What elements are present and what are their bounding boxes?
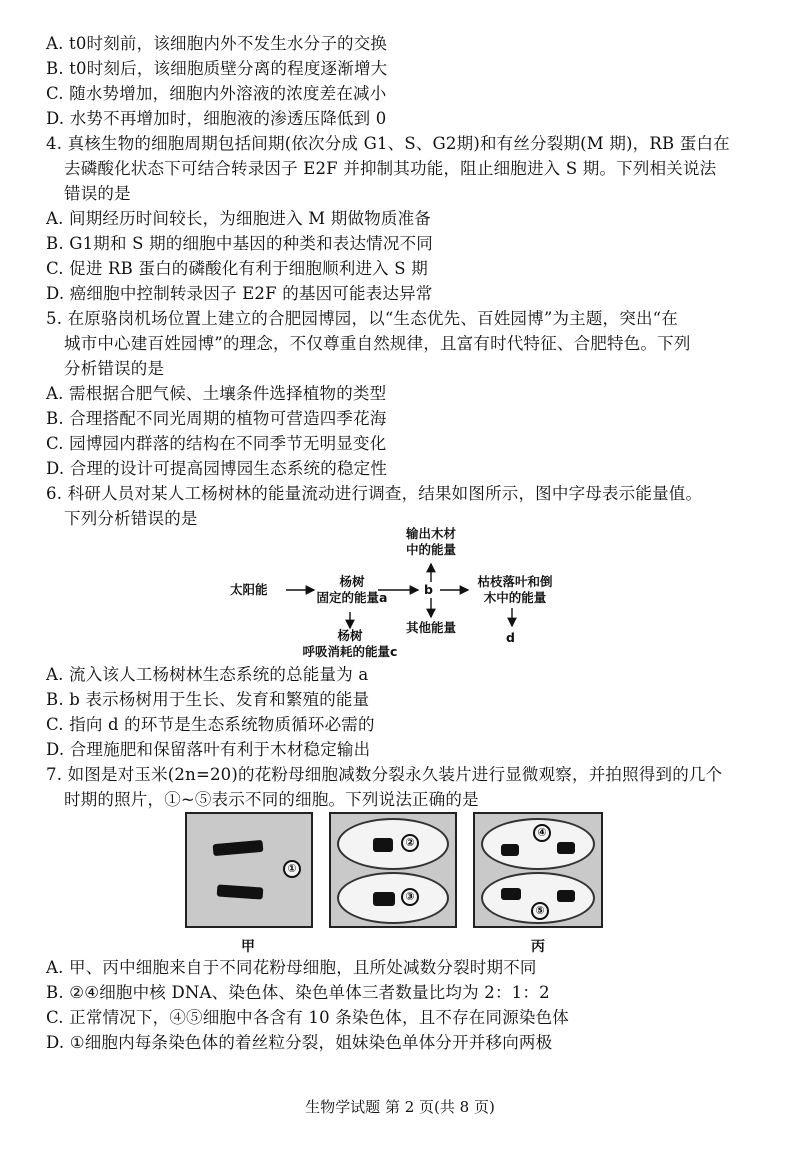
q4-option-c: C. 促进 RB 蛋白的磷酸化有利于细胞顺利进入 S 期	[46, 259, 428, 278]
cell-number-2: ②	[401, 834, 419, 852]
poplar-fixed-energy-label: 杨树 固定的能量a	[316, 574, 388, 605]
q5-option-a: A. 需根据合肥气候、土壤条件选择植物的类型	[46, 384, 387, 403]
q5-option-b: B. 合理搭配不同光周期的植物可营造四季花海	[46, 409, 387, 428]
q6-stem-line-1: 6. 科研人员对某人工杨树林的能量流动进行调查，结果如图所示，图中字母表示能量值。	[46, 484, 703, 503]
q7-stem-line-1: 7. 如图是对玉米(2n=20)的花粉母细胞减数分裂永久装片进行显微观察，并拍照得到的几个	[46, 765, 723, 784]
q6-stem-line-2: 下列分析错误的是	[64, 509, 198, 528]
q3-option-a: A. t0时刻前，该细胞内外不发生水分子的交换	[46, 34, 388, 53]
cell-5	[481, 872, 595, 924]
node-d-label: d	[506, 630, 515, 645]
micrograph-bing	[473, 812, 603, 928]
cell-4	[481, 818, 595, 870]
cell-2	[337, 818, 449, 870]
q5-stem-line-1: 5. 在原骆岗机场位置上建立的合肥园博园，以“生态优先、百姓园博”为主题，突出“在	[46, 309, 678, 328]
cell-number-1: ①	[283, 860, 301, 878]
litter-energy-label: 枯枝落叶和倒 木中的能量	[477, 574, 553, 605]
q4-option-d: D. 癌细胞中控制转录因子 E2F 的基因可能表达异常	[46, 284, 433, 303]
chromosome-group	[373, 892, 395, 906]
q6-option-b: B. b 表示杨树用于生长、发育和繁殖的能量	[46, 690, 370, 709]
q4-stem-line-3: 错误的是	[64, 184, 131, 203]
q7-option-b: B. ②④细胞中核 DNA、染色体、染色单体三者数量比均为 2：1：2	[46, 983, 550, 1002]
cell-number-4: ④	[533, 824, 551, 842]
energy-flow-diagram	[228, 520, 568, 660]
photo-label-jia: 甲	[241, 939, 255, 955]
cell-number-3: ③	[401, 888, 419, 906]
q7-option-c: C. 正常情况下，④⑤细胞中各含有 10 条染色体，且不存在同源染色体	[46, 1008, 570, 1027]
chromosome-group	[373, 838, 393, 852]
cell-3	[337, 872, 449, 924]
chromosome-group	[213, 840, 264, 856]
q3-option-b: B. t0时刻后，该细胞质壁分离的程度逐渐增大	[46, 59, 388, 78]
q6-option-a: A. 流入该人工杨树林生态系统的总能量为 a	[46, 665, 369, 684]
q5-stem-line-2: 城市中心建百姓园博”的理念，不仅尊重自然规律，且富有时代特征、合肥特色。下列	[64, 334, 691, 353]
cell-number-5: ⑤	[531, 902, 549, 920]
solar-energy-label: 太阳能	[230, 582, 268, 597]
q4-stem-line-1: 4. 真核生物的细胞周期包括间期(依次分成 G1、S、G2期)和有丝分裂期(M 期)，RB 蛋白在	[46, 134, 730, 153]
chromosome-group	[557, 890, 575, 902]
other-energy-label: 其他能量	[405, 620, 456, 635]
node-b-label: b	[424, 582, 433, 597]
q4-option-b: B. G1期和 S 期的细胞中基因的种类和表达情况不同	[46, 234, 433, 253]
q7-stem-line-2: 时期的照片，①~⑤表示不同的细胞。下列说法正确的是	[64, 790, 479, 809]
micrograph-jia	[185, 812, 313, 928]
q4-stem-line-2: 去磷酸化状态下可结合转录因子 E2F 并抑制其功能，阻止细胞进入 S 期。下列相关说法	[64, 159, 717, 178]
chromosome-group	[501, 888, 521, 900]
q6-option-c: C. 指向 d 的环节是生态系统物质循环必需的	[46, 715, 375, 734]
q3-option-d: D. 水势不再增加时，细胞液的渗透压降低到 0	[46, 109, 387, 128]
q5-option-d: D. 合理的设计可提高园博园生态系统的稳定性	[46, 459, 388, 478]
micrograph-figure	[185, 812, 605, 960]
wood-output-energy-label: 输出木材 中的能量	[405, 526, 456, 557]
q7-option-a: A. 甲、丙中细胞来自于不同花粉母细胞，且所处减数分裂时期不同	[46, 958, 537, 977]
chromosome-group	[217, 884, 264, 899]
respiration-energy-label: 杨树 呼吸消耗的能量c	[302, 628, 398, 659]
chromosome-group	[557, 842, 575, 854]
q7-option-d: D. ①细胞内每条染色体的着丝粒分裂，姐妹染色单体分开并移向两极	[46, 1033, 553, 1052]
micrograph-middle	[329, 812, 457, 928]
page-footer: 生物学试题 第 2 页(共 8 页)	[305, 1098, 495, 1116]
q5-stem-line-3: 分析错误的是	[64, 359, 165, 378]
q3-option-c: C. 随水势增加，细胞内外溶液的浓度差在减小	[46, 84, 387, 103]
q6-option-d: D. 合理施肥和保留落叶有利于木材稳定输出	[46, 740, 371, 759]
q4-option-a: A. 间期经历时间较长，为细胞进入 M 期做物质准备	[46, 209, 431, 228]
photo-label-bing: 丙	[531, 939, 545, 955]
q5-option-c: C. 园博园内群落的结构在不同季节无明显变化	[46, 434, 387, 453]
chromosome-group	[501, 844, 519, 856]
